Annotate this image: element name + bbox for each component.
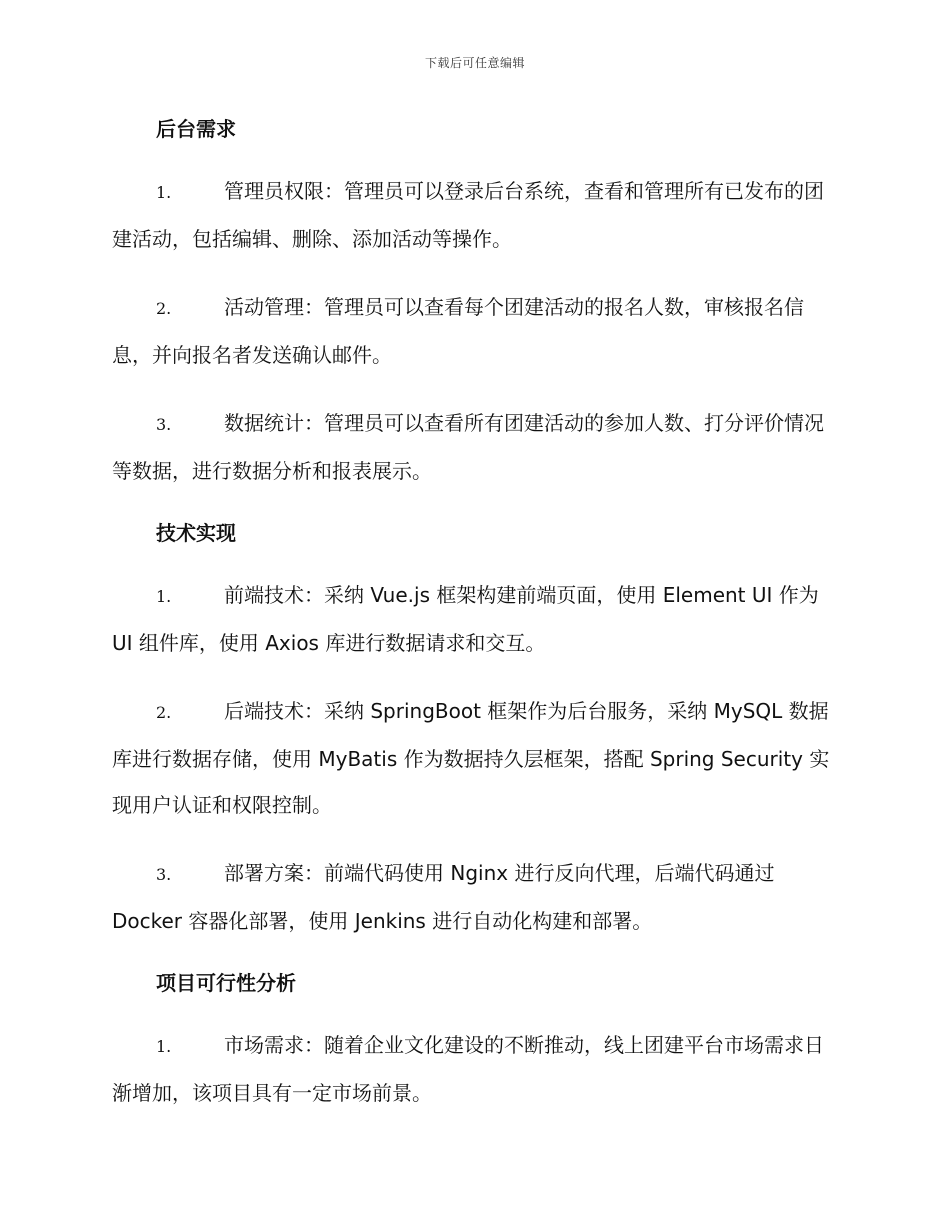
list-item [112,284,842,378]
list-item [112,850,842,944]
list-text: 部署方案：前端代码使用 Nginx 进行反向代理，后端代码通过 Docker 容器化部署，使用 Jenkins 进行自动化构建和部署。 [112,861,775,933]
list-item [112,688,842,828]
page-header: 下载后可任意编辑 [424,56,525,70]
list-text: 前端技术：采纳 Vue.js 框架构建前端页面，使用 Element UI 作为 UI 组件库，使用 Axios 库进行数据请求和交互。 [112,583,819,655]
list-text: 管理员权限：管理员可以登录后台系统，查看和管理所有已发布的团建活动，包括编辑、删除、添加活动等操作。 [112,179,824,251]
section-heading: 后台需求 [156,117,236,141]
list-text: 数据统计：管理员可以查看所有团建活动的参加人数、打分评价情况等数据，进行数据分析和报表展示。 [112,411,824,483]
list-text: 后端技术：采纳 SpringBoot 框架作为后台服务，采纳 MySQL 数据库进行数据存储，使用 MyBatis 作为数据持久层框架，搭配 Spring Security 实现用户认证和权限控制。 [112,699,830,817]
list-number: 1. [156,1037,172,1056]
list-number: 2. [156,299,172,318]
list-number: 2. [156,703,172,722]
list-item [112,400,842,494]
list-item [112,168,842,262]
list-number: 1. [156,183,172,202]
list-number: 1. [156,587,172,606]
list-number: 3. [156,865,172,884]
section-spacer [112,944,842,966]
list-item [112,572,842,666]
list-number: 3. [156,415,172,434]
section-heading: 项目可行性分析 [156,971,296,995]
section-heading: 技术实现 [156,521,236,545]
section-spacer [112,494,842,516]
list-text: 市场需求：随着企业文化建设的不断推动，线上团建平台市场需求日渐增加，该项目具有一定市场前景。 [112,1033,824,1105]
list-item [112,1022,842,1116]
document-body [112,112,842,1116]
list-text: 活动管理：管理员可以查看每个团建活动的报名人数，审核报名信息，并向报名者发送确认邮件。 [112,295,804,367]
